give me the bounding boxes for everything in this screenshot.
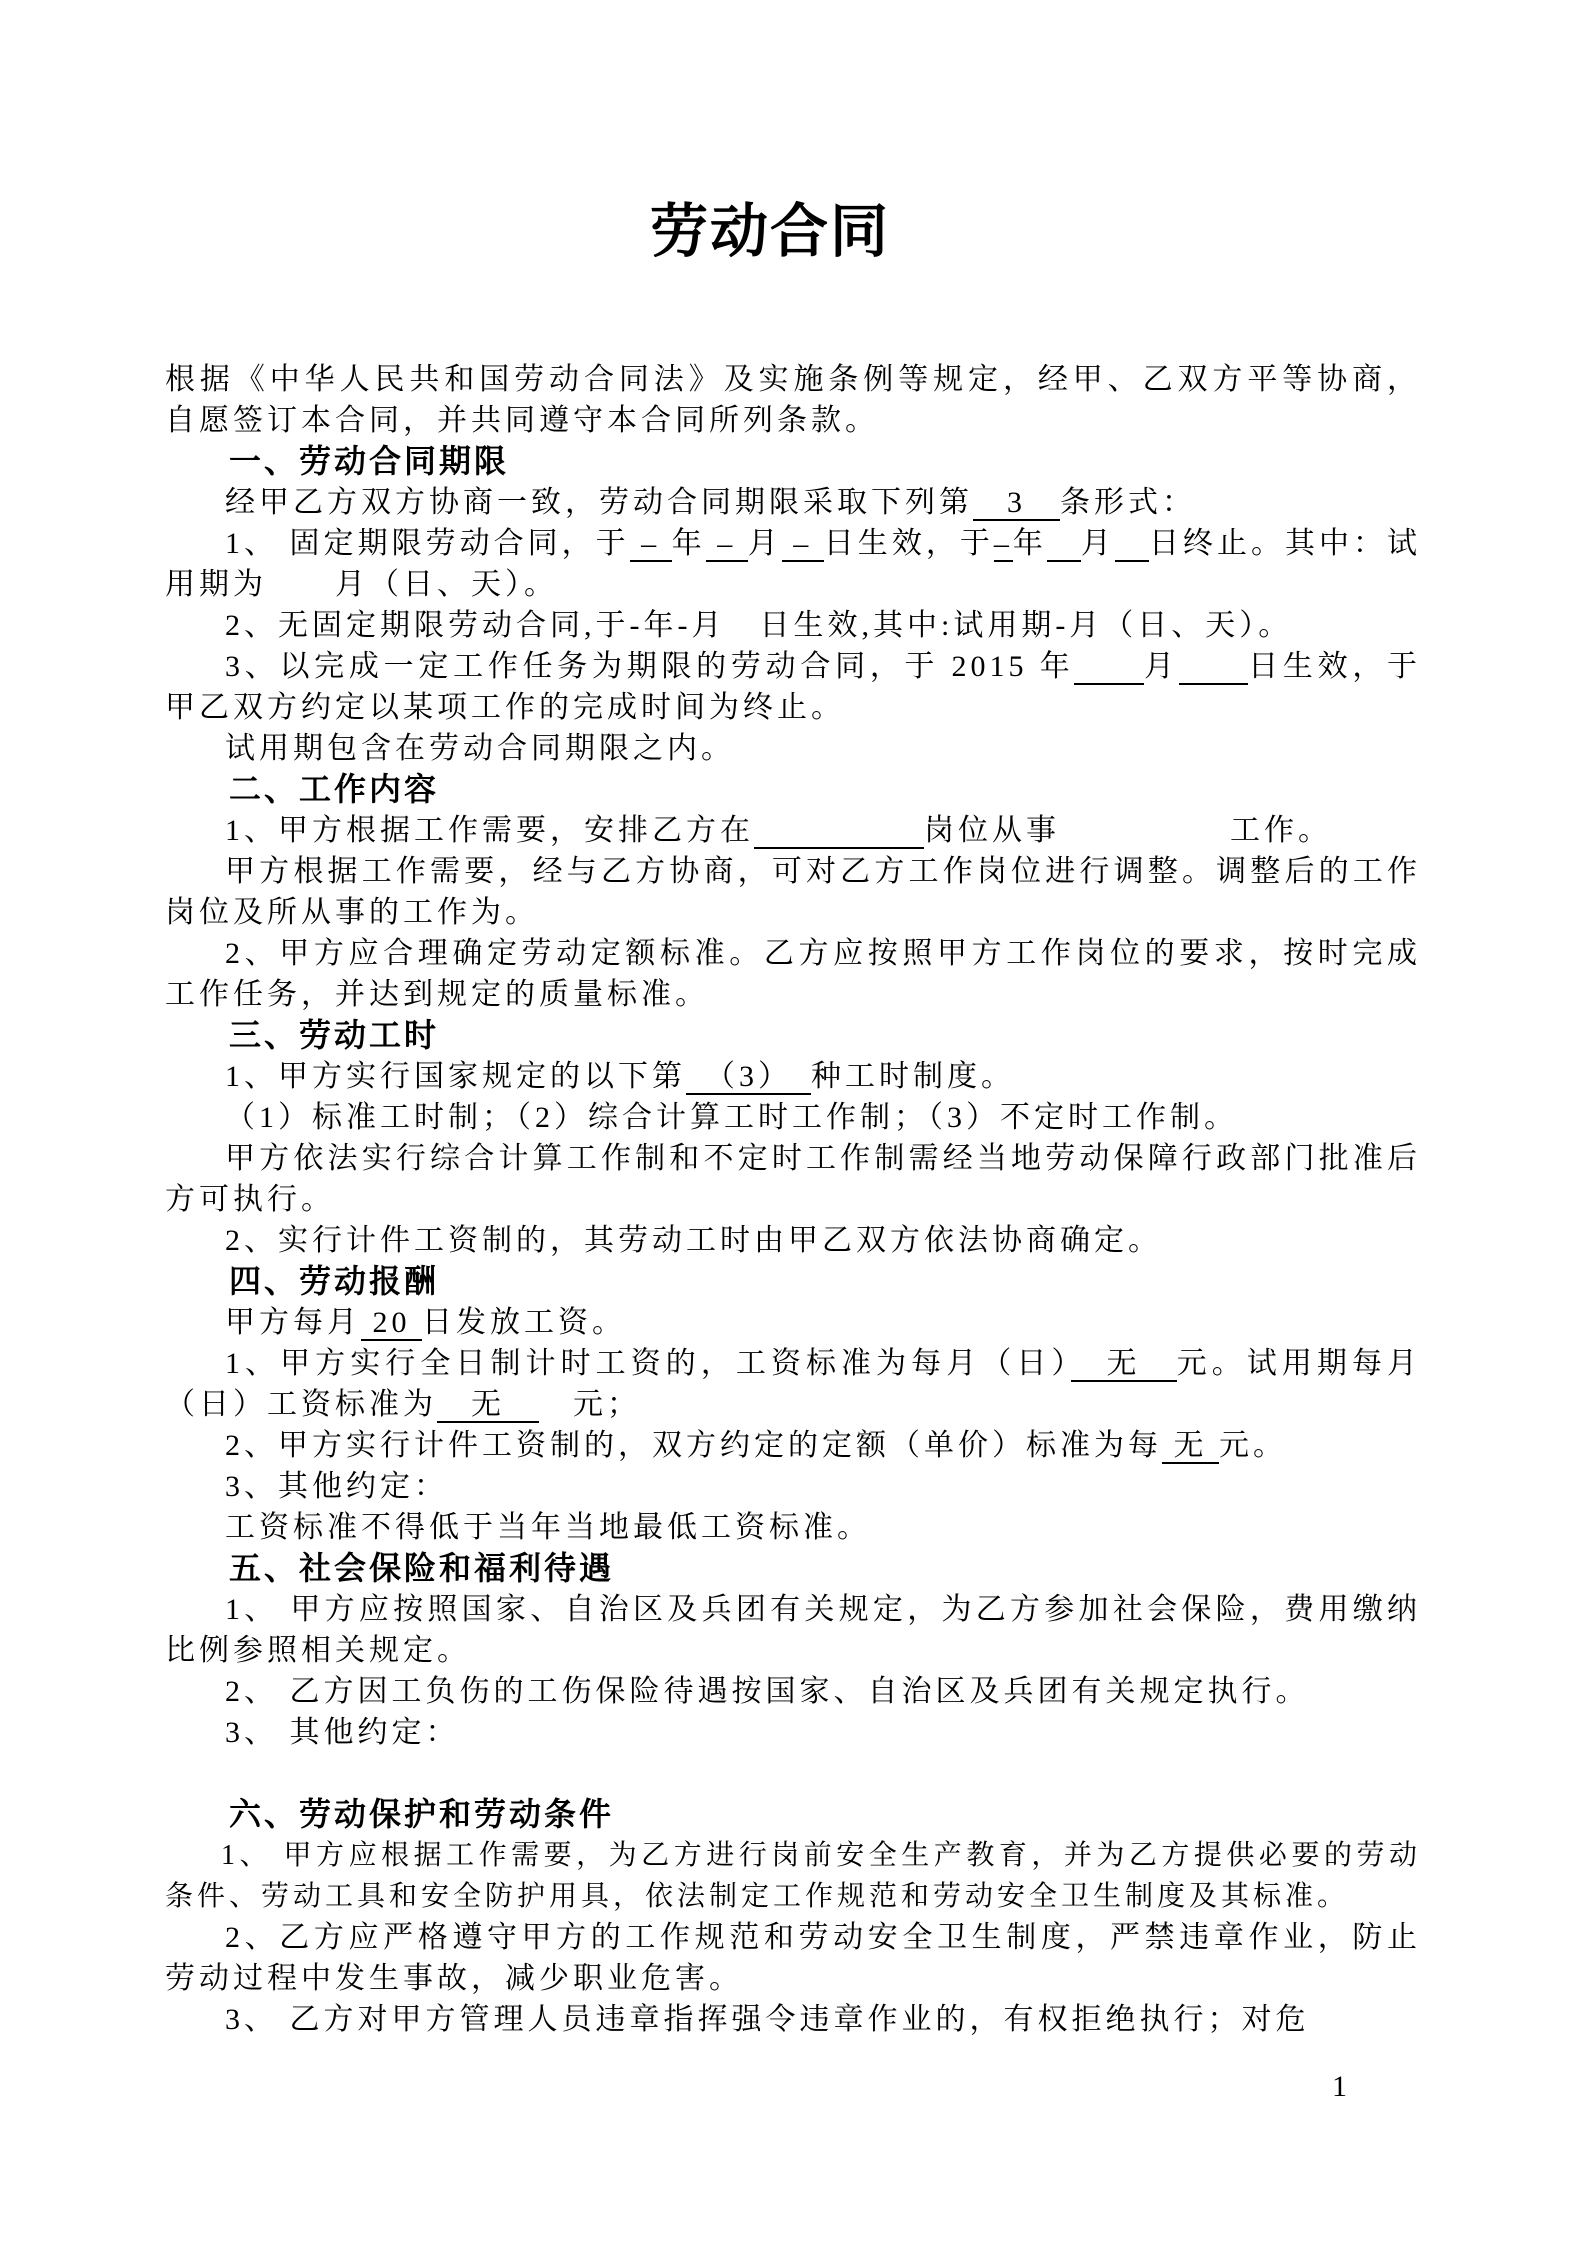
text-run: 条形式： — [1060, 486, 1196, 519]
paragraph — [165, 605, 1421, 646]
blank-underline: 无 — [1071, 1347, 1177, 1380]
text-run: 月 — [747, 527, 782, 560]
section-heading — [165, 1261, 1421, 1302]
text-run: 2、 乙方因工负伤的工伤保险待遇按国家、自治区及兵团有关规定执行。 — [225, 1675, 1310, 1708]
blank-underline: – — [629, 527, 672, 560]
text-run: 五、社会保险和福利待遇 — [229, 1550, 615, 1586]
blank-underline — [1115, 527, 1149, 562]
blank-underline: 3 — [973, 486, 1060, 519]
paragraph — [165, 1097, 1421, 1138]
section-heading — [165, 441, 1421, 482]
blank-underline: – — [781, 527, 824, 560]
paragraph — [165, 1466, 1421, 1507]
section-heading — [165, 769, 1421, 810]
text-run: 月 — [1080, 527, 1115, 560]
blank-underline: （3） — [686, 1060, 811, 1093]
text-run: 年 — [671, 527, 706, 560]
text-run: 岗位从事 工作。 — [924, 814, 1332, 847]
text-run: 3、以完成一定工作任务为期限的劳动合同，于 2015 年 — [225, 650, 1075, 683]
paragraph — [165, 482, 1421, 523]
paragraph — [165, 728, 1421, 769]
paragraph — [165, 1917, 1421, 1999]
document-body — [165, 359, 1421, 2040]
paragraph — [165, 1343, 1421, 1425]
text-run: 四、劳动报酬 — [229, 1263, 440, 1299]
text-run: 1、 甲方应根据工作需要，为乙方进行岗前安全生产教育，并为乙方提供必要的劳动条件、劳动工具和安全防护用具，依法制定工作规范和劳动安全卫生制度及其标准。 — [165, 1840, 1421, 1912]
section-heading — [165, 1794, 1421, 1835]
page-number: 1 — [1332, 2070, 1347, 2103]
text-run: 试用期包含在劳动合同期限之内。 — [225, 732, 735, 765]
blank-underline: – — [993, 527, 1013, 560]
text-run: 年 — [1012, 527, 1047, 560]
paragraph — [165, 1712, 1421, 1753]
text-run: 甲方依法实行综合计算工作制和不定时工作制需经当地劳动保障行政部门批准后方可执行。 — [165, 1142, 1421, 1216]
text-run: 2、甲方实行计件工资制的，双方约定的定额（单价）标准为每 — [225, 1429, 1162, 1462]
blank-underline: – — [705, 527, 748, 560]
text-run: 2、实行计件工资制的，其劳动工时由甲乙双方依法协商确定。 — [225, 1224, 1162, 1257]
document-title: 劳动合同 — [649, 199, 890, 264]
text-run: 日发放工资。 — [422, 1306, 626, 1339]
text-run: 甲方根据工作需要，经与乙方协商，可对乙方工作岗位进行调整。调整后的工作岗位及所从事的工作为。 — [165, 855, 1421, 929]
text-run: 3、其他约定： — [225, 1470, 448, 1503]
text-run: 日生效，于 — [823, 527, 994, 560]
paragraph — [165, 1671, 1421, 1712]
paragraph — [165, 1999, 1421, 2040]
blank-underline: 20 — [361, 1306, 422, 1339]
paragraph — [165, 933, 1421, 1015]
paragraph — [165, 1302, 1421, 1343]
blank-underline — [1179, 650, 1248, 685]
text-run: 月 — [1143, 650, 1179, 683]
text-run: 元； — [539, 1388, 641, 1421]
blank-underline: 无 — [437, 1388, 539, 1421]
blank-underline — [1074, 650, 1143, 685]
text-run: 工资标准不得低于当年当地最低工资标准。 — [225, 1511, 871, 1544]
paragraph — [165, 359, 1421, 441]
text-run: 元。试用期每月（日）工资标准为 — [165, 1347, 1422, 1421]
text-run: 元。 — [1219, 1429, 1287, 1462]
text-run: 日终止。其中：试用期为 月（日、天）。 — [165, 527, 1422, 601]
text-run: 2、乙方应严格遵守甲方的工作规范和劳动安全卫生制度，严禁违章作业，防止劳动过程中发生事故，减少职业危害。 — [165, 1921, 1421, 1995]
paragraph — [165, 1589, 1421, 1671]
text-run: 1、甲方实行全日制计时工资的，工资标准为每月（日） — [225, 1347, 1072, 1380]
page-content — [165, 0, 1421, 2040]
paragraph — [165, 1835, 1421, 1917]
blank-underline — [754, 814, 924, 849]
text-run: 3、 乙方对甲方管理人员违章指挥强令违章作业的，有权拒绝执行；对危 — [225, 2003, 1310, 2036]
paragraph — [165, 1507, 1421, 1548]
text-run: 1、 甲方应按照国家、自治区及兵团有关规定，为乙方参加社会保险，费用缴纳比例参照相关规定。 — [165, 1593, 1421, 1667]
text-run: 甲方每月 — [225, 1306, 361, 1339]
paragraph — [165, 1220, 1421, 1261]
text-run: 3、 其他约定： — [225, 1716, 460, 1749]
paragraph — [165, 1056, 1421, 1097]
blank-underline: 无 — [1162, 1429, 1219, 1462]
text-run: 2、无固定期限劳动合同,于-年-月 日生效,其中:试用期-月（日、天）。 — [225, 609, 1293, 642]
text-run: 1、 固定期限劳动合同，于 — [225, 527, 630, 560]
text-run: 六、劳动保护和劳动条件 — [229, 1796, 615, 1832]
paragraph — [165, 1138, 1421, 1220]
section-heading — [165, 1015, 1421, 1056]
section-heading — [165, 1548, 1421, 1589]
text-run: 1、甲方根据工作需要，安排乙方在 — [225, 814, 754, 847]
paragraph — [165, 1425, 1421, 1466]
text-run: 一、劳动合同期限 — [229, 443, 510, 479]
paragraph — [165, 523, 1421, 605]
paragraph — [165, 810, 1421, 851]
text-run: 日生效，于甲乙双方约定以某项工作的完成时间为终止。 — [165, 650, 1422, 724]
text-run: 二、工作内容 — [229, 771, 440, 807]
text-run: （1）标准工时制；（2）综合计算工时工作制；（3）不定时工作制。 — [225, 1101, 1238, 1134]
text-run: 1、甲方实行国家规定的以下第 — [225, 1060, 686, 1093]
text-run: 2、甲方应合理确定劳动定额标准。乙方应按照甲方工作岗位的要求，按时完成工作任务，并达到规定的质量标准。 — [165, 937, 1421, 1011]
paragraph — [165, 851, 1421, 933]
text-run: 根据《中华人民共和国劳动合同法》及实施条例等规定，经甲、乙双方平等协商，自愿签订本合同，并共同遵守本合同所列条款。 — [165, 363, 1421, 437]
text-run: 经甲乙方双方协商一致，劳动合同期限采取下列第 — [225, 486, 973, 519]
text-run: 三、劳动工时 — [229, 1017, 440, 1053]
text-run: 种工时制度。 — [811, 1060, 1015, 1093]
blank-underline — [1047, 527, 1081, 562]
paragraph — [165, 646, 1421, 728]
